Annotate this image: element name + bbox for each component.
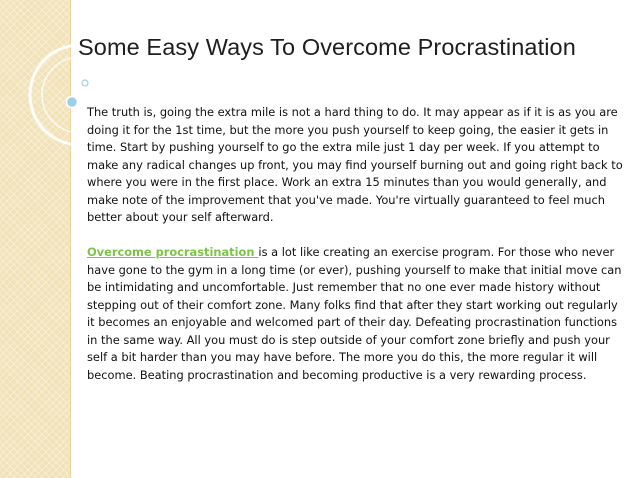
overcome-procrastination-link[interactable]: Overcome procrastination	[87, 245, 259, 259]
paragraph-2-text: is a lot like creating an exercise program. For those who never have gone to the gym in a long time (or ever), pushing yourself to make that initial move can be intimidating and uncomfortable. Just remember that no one ever made history without stepping out of their comfort zone. Many folks find that after they start working out regularly it becomes an enjoyable and welcomed part of their day. Defeating procrastination functions in the same way. All you must do is step outside of your comfort zone briefly and push your self a bit harder than you may have before. The more you do this, the more regular it will become. Beating procrastination and becoming productive is a very rewarding process.	[87, 245, 622, 382]
small-ring-icon	[82, 80, 88, 86]
decorative-sidebar	[0, 0, 71, 478]
paragraph-1: The truth is, going the extra mile is not a hard thing to do. It may appear as if it is as you are doing it for the 1st time, but the more you push yourself to keep going, the easier it gets in time. Start by pushing yourself to go the extra mile just 1 day per week. If you attempt to make any radical changes up front, you may find yourself burning out and going right back to where you were in the first place. Work an extra 15 minutes than you would generally, and make note of the improvement that you've made. You're virtually guaranteed to feel much better about your self afterward.	[87, 105, 623, 224]
slide-title: Some Easy Ways To Overcome Procrastination	[78, 34, 576, 60]
slide-body	[87, 104, 627, 384]
paragraph-2	[87, 244, 627, 384]
